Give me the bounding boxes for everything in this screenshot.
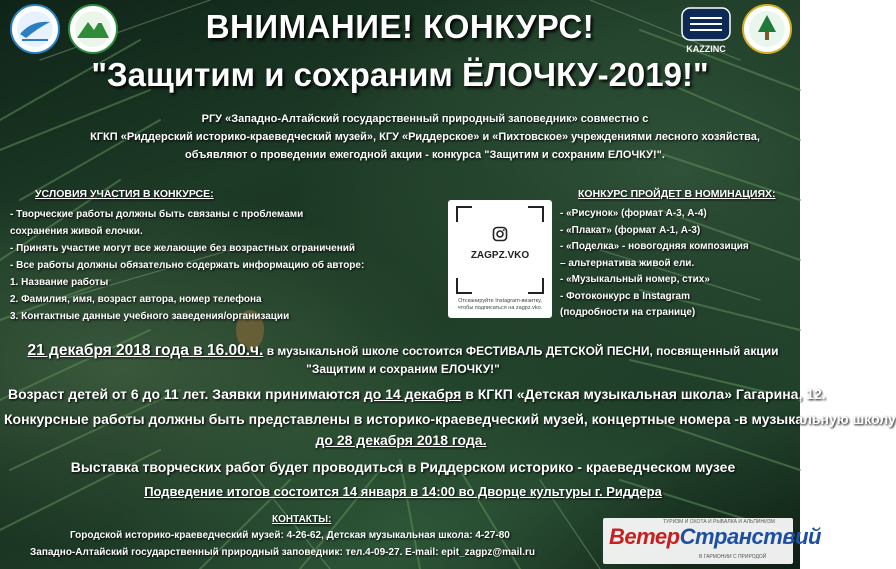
age-text: Возраст детей от 6 до 11 лет. Заявки принимаются <box>8 386 364 402</box>
exhibition-info: Выставка творческих работ будет проводиться в Риддерском историко - краеведческом музее <box>70 459 736 475</box>
list-item: - Творческие работы должны быть связаны с проблемами <box>10 209 304 220</box>
instagram-card[interactable] <box>448 200 552 318</box>
sponsor-name-blue: Странствий <box>679 524 821 549</box>
festival-announcement <box>8 342 798 378</box>
age-info <box>8 386 826 402</box>
intro-line: РГУ «Западно-Алтайский государственный природный заповедник» совместно с <box>201 113 649 125</box>
contacts-line1: Городской историко-краеведческий музей: 4-26-62, Детская музыкальная школа: 4-27-80 <box>70 530 510 541</box>
festival-line2: "Защитим и сохраним ЕЛОЧКУ!" <box>306 362 500 376</box>
bird-emblem-icon <box>12 6 58 52</box>
list-item: - «Поделка» - новогодняя композиция <box>560 241 749 252</box>
conditions-heading: УСЛОВИЯ УЧАСТИЯ В КОНКУРСЕ: <box>35 188 214 200</box>
contacts-line2: Западно-Алтайский государственный природный заповедник: тел.4-09-27. E-mail: epit_zagpz@mail.ru <box>30 547 535 558</box>
intro-text <box>60 110 790 164</box>
works-info <box>4 409 896 451</box>
list-item: - Все работы должны обязательно содержать информацию об авторе: <box>10 260 365 271</box>
mountain-emblem-icon <box>70 6 116 52</box>
sponsor-tagline-bottom: В ГАРМОНИИ С ПРИРОДОЙ <box>699 554 767 560</box>
contacts-heading: КОНТАКТЫ: <box>272 514 332 525</box>
kazzinc-emblem-icon <box>676 6 736 46</box>
list-item: – альтернатива живой ели. <box>560 257 695 269</box>
list-item: - Принять участие могут все желающие без возрастных ограничений <box>10 243 356 254</box>
title-line2: "Защитим и сохраним ЁЛОЧКУ-2019!" <box>91 56 709 93</box>
list-item: - Фотоконкурс в Instagram <box>560 290 690 302</box>
list-item: - «Музыкальный номер, стих» <box>560 274 710 285</box>
veter-stranstviy-logo <box>603 518 821 564</box>
sponsor-name-red: Ветер <box>609 524 680 549</box>
nominations-list <box>560 206 790 322</box>
tree-emblem-icon <box>744 6 790 52</box>
age-text-tail: в КГКП «Детская музыкальная школа» Гагарина, 12. <box>461 386 826 402</box>
nominations-heading: КОНКУРС ПРОЙДЕТ В НОМИНАЦИЯХ: <box>578 188 776 200</box>
list-item: - «Плакат» (формат А-1, А-3) <box>560 224 701 236</box>
list-item: 1. Название работы <box>10 277 109 288</box>
works-line: Конкурсные работы должны быть представлены в историко-краеведческий музей, концертные номера -в музыкальную школу <box>4 411 896 427</box>
results-info: Подведение итогов состоится 14 января в 14:00 во Дворце культуры г. Риддера <box>144 484 662 499</box>
works-deadline: до 28 декабря 2018 года. <box>315 432 487 448</box>
kazzinc-logo <box>676 6 736 56</box>
list-item: 3. Контактные данные учебного заведения/организации <box>10 311 290 322</box>
list-item: (подробности на странице) <box>560 307 696 318</box>
application-deadline: до 14 декабря <box>363 386 462 402</box>
title-line1: ВНИМАНИЕ! КОНКУРС! <box>205 8 595 45</box>
conditions-list <box>10 206 440 325</box>
list-item: 2. Фамилия, имя, возраст автора, номер телефона <box>10 294 262 305</box>
kazzinc-label: KAZZINC <box>686 44 726 54</box>
festival-date: 21 декабря 2018 года в 16.00.ч. <box>27 342 264 359</box>
festival-text: в музыкальной школе состоится ФЕСТИВАЛЬ ДЕТСКОЙ ПЕСНИ, посвященный акции <box>263 344 779 358</box>
instagram-handle: ZAGPZ.VKO <box>470 250 530 261</box>
reserve-logo <box>68 4 118 54</box>
intro-line: объявляют о проведении ежегодной акции - конкурса "Защитим и сохраним ЕЛОЧКУ!". <box>185 149 665 161</box>
instagram-note: Отсканируйте Instagram-визитку, чтобы подписаться на zagpz.vko. <box>457 298 543 311</box>
forestry-logo <box>742 4 792 54</box>
list-item: - «Рисунок» (формат А-3, А-4) <box>560 208 707 219</box>
zapovednik-logo <box>10 4 60 54</box>
list-item: сохранения живой елочки. <box>10 226 143 237</box>
intro-line: КГКП «Риддерский историко-краеведческий музей», КГУ «Риддерское» и «Пихтовское» учреждениями лесного хозяйства, <box>90 131 760 143</box>
sponsor-tagline-top: ТУРИЗМ И ОХОТА И РЫБАЛКА И АЛЬПИНИЗМ <box>663 519 775 525</box>
sponsor-name <box>609 524 821 550</box>
instagram-icon <box>492 226 508 242</box>
